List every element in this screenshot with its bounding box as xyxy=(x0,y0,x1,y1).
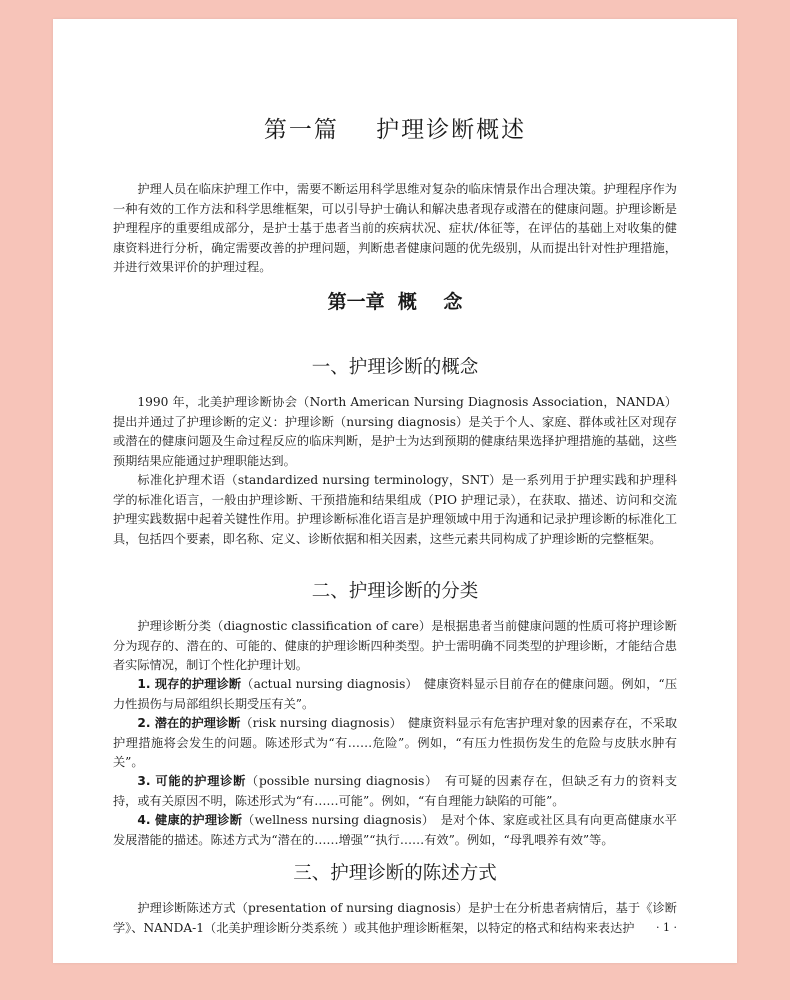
item-term: （possible nursing diagnosis） xyxy=(246,774,432,788)
intro-paragraph: 护理人员在临床护理工作中，需要不断运用科学思维对复杂的临床情景作出合理决策。护理程序作为一种有效的工作方法和科学思维框架，可以引导护士确认和解决患者现存或潜在的健康问题。护理诊断是护理程序的重要组成部分，是护士基于患者当前的疾病状况、症状/体征等，在评估的基础上对收集的健康资料进行分析，确定需要改善的护理问题，判断患者健康问题的优先级别，从而提出针对性护理措施，并进行效果评价的护理过程。 xyxy=(113,182,677,274)
classification-item xyxy=(113,714,677,773)
section-title-1: 一、护理诊断的概念 xyxy=(311,357,479,378)
item-text: 健康资料显示有危害护理对象的因素存在，不采取护理措施将会发生的问题。陈述形式为“有……危险”。例如，“有压力性损伤发生的危险与皮肤水肿有关”。 xyxy=(113,716,678,769)
part-title: 第一篇 护理诊断概述 xyxy=(263,117,527,143)
section2-paragraph-1: 护理诊断分类（diagnostic classification of care）是根据患者当前健康问题的性质可将护理诊断分为现存的、潜在的、可能的、健康的护理诊断四种类型。护士需明确不同类型的护理诊断，才能结合患者实际情况，制订个性化护理计划。 xyxy=(113,619,677,672)
document-page xyxy=(53,19,737,963)
classification-item xyxy=(113,772,677,811)
item-text: 有可疑的因素存在，但缺乏有力的资料支持，或有关原因不明，陈述形式为“有……可能”。例如，“有自理能力缺陷的可能”。 xyxy=(113,774,678,808)
section-title-2: 二、护理诊断的分类 xyxy=(311,581,479,602)
item-lead: 3. 可能的护理诊断 xyxy=(137,774,247,788)
item-term: （actual nursing diagnosis） xyxy=(241,677,412,691)
item-text: 健康资料显示目前存在的健康问题。例如，“压力性损伤与局部组织长期受压有关”。 xyxy=(113,677,678,711)
item-lead: 2. 潜在的护理诊断 xyxy=(137,716,241,730)
section1-paragraph-2: 标准化护理术语（standardized nursing terminology，SNT）是一系列用于护理实践和护理科学的标准化语言，一般由护理诊断、干预措施和结果组成（PIO 护理记录），在获取、描述、访问和交流护理实践数据中起着关键性作用。护理诊断标准化语言是护理领域中用于沟通和记录护理诊断的标准化工具，包括四个要素，即名称、定义、诊断依据和相关因素，这些元素共同构成了护理诊断的完整框架。 xyxy=(113,473,677,546)
classification-item xyxy=(113,811,677,850)
item-lead: 1. 现存的护理诊断 xyxy=(137,677,242,691)
section3-paragraph-1: 护理诊断陈述方式（presentation of nursing diagnosis）是护士在分析患者病情后，基于《诊断学》、NANDA-1（北美护理诊断分类系统 ）或其他护理诊断框架，以特定的格式和结构来表达护 xyxy=(113,901,677,935)
section1-paragraph-1: 1990 年，北美护理诊断协会（North American Nursing Diagnosis Association，NANDA）提出并通过了护理诊断的定义：护理诊断（nursing diagnosis）是关于个人、家庭、群体或社区对现存或潜在的健康问题及生命过程反应的临床判断，是护士为达到预期的健康结果选择护理措施的基础，这些预期结果应能通过护理职能达到。 xyxy=(113,395,677,468)
page-number: · 1 · xyxy=(656,921,677,934)
chapter-title: 第一章 概 念 xyxy=(327,291,463,313)
item-lead: 4. 健康的护理诊断 xyxy=(137,813,243,827)
item-text: 是对个体、家庭或社区具有向更高健康水平发展潜能的描述。陈述方式为“潜在的……增强”“执行……有效”。例如，“母乳喂养有效”等。 xyxy=(113,813,677,847)
item-term: （risk nursing diagnosis） xyxy=(240,716,396,730)
classification-item xyxy=(113,675,677,714)
section-title-3: 三、护理诊断的陈述方式 xyxy=(293,863,497,884)
item-term: （wellness nursing diagnosis） xyxy=(242,813,429,827)
